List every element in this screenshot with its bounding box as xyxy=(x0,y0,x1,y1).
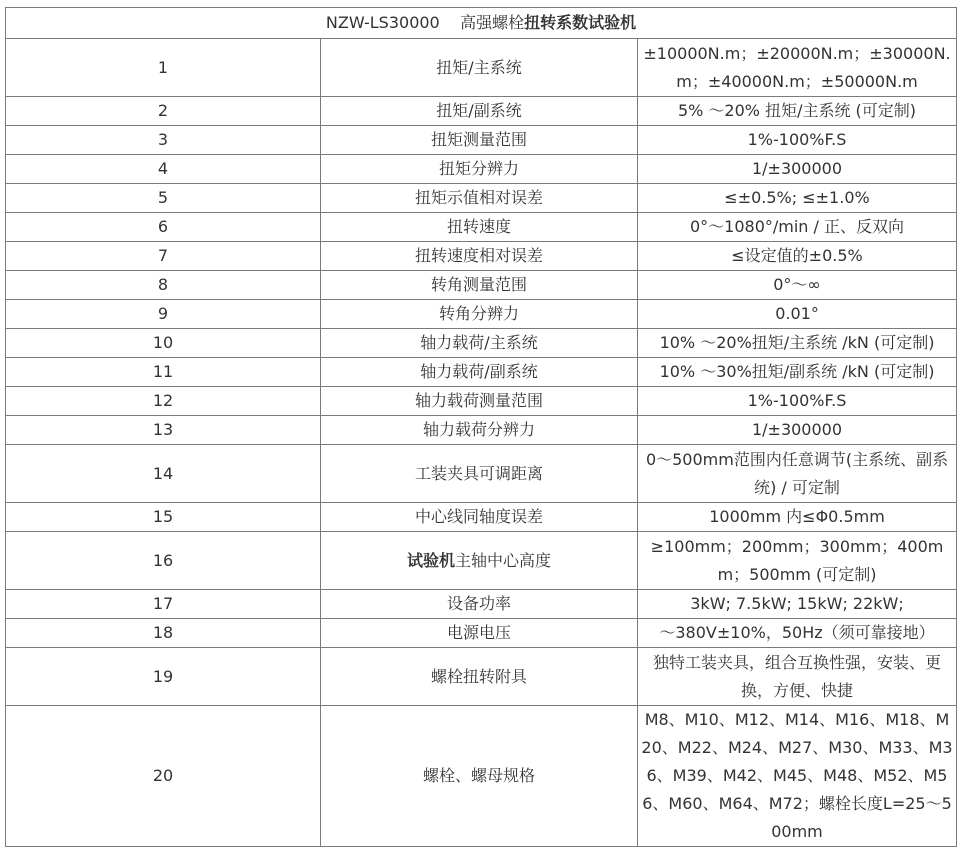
table-row xyxy=(6,445,957,503)
row-item: 电源电压 xyxy=(321,619,638,648)
table-row xyxy=(6,416,957,445)
row-item: 扭矩/主系统 xyxy=(321,39,638,97)
row-value: 1000mm 内≤Φ0.5mm xyxy=(638,503,957,532)
row-item: 螺栓扭转附具 xyxy=(321,648,638,706)
table-title xyxy=(6,8,957,39)
row-value: ≤±0.5%; ≤±1.0% xyxy=(638,184,957,213)
row-value: ～380V±10%，50Hz（须可靠接地） xyxy=(638,619,957,648)
row-item: 扭矩/副系统 xyxy=(321,97,638,126)
row-item: 轴力载荷/主系统 xyxy=(321,329,638,358)
row-item-strong: 试验机 xyxy=(406,550,455,570)
row-item: 螺栓、螺母规格 xyxy=(321,706,638,847)
row-item: 中心线同轴度误差 xyxy=(321,503,638,532)
title-emphasis: 扭转系数试验机 xyxy=(524,13,637,32)
table-row xyxy=(6,39,957,97)
table-row xyxy=(6,271,957,300)
row-item: 设备功率 xyxy=(321,590,638,619)
row-item: 扭矩分辨力 xyxy=(321,155,638,184)
row-value: 1%-100%F.S xyxy=(638,387,957,416)
row-item: 工装夹具可调距离 xyxy=(321,445,638,503)
row-number: 12 xyxy=(6,387,321,416)
row-value: 0°～1080°/min / 正、反双向 xyxy=(638,213,957,242)
row-value: 10% ～30%扭矩/副系统 /kN (可定制) xyxy=(638,358,957,387)
row-value: 0～500mm范围内任意调节(主系统、副系统) / 可定制 xyxy=(638,445,957,503)
table-row xyxy=(6,300,957,329)
row-number: 14 xyxy=(6,445,321,503)
row-item: 转角测量范围 xyxy=(321,271,638,300)
row-number: 2 xyxy=(6,97,321,126)
row-item: 轴力载荷/副系统 xyxy=(321,358,638,387)
table-row xyxy=(6,532,957,590)
row-value: 0.01° xyxy=(638,300,957,329)
row-number: 17 xyxy=(6,590,321,619)
row-value: ≤设定值的±0.5% xyxy=(638,242,957,271)
row-number: 18 xyxy=(6,619,321,648)
row-number: 7 xyxy=(6,242,321,271)
row-item: 轴力载荷分辨力 xyxy=(321,416,638,445)
title-prefix: 高强螺栓 xyxy=(460,13,525,32)
table-row xyxy=(6,358,957,387)
row-value: 0°～∞ xyxy=(638,271,957,300)
table-row xyxy=(6,184,957,213)
table-row xyxy=(6,503,957,532)
row-value: 10% ～20%扭矩/主系统 /kN (可定制) xyxy=(638,329,957,358)
row-value: 1/±300000 xyxy=(638,416,957,445)
table-row xyxy=(6,329,957,358)
title-row xyxy=(6,8,957,39)
row-item: 轴力载荷测量范围 xyxy=(321,387,638,416)
row-item: 扭转速度 xyxy=(321,213,638,242)
row-value: 1/±300000 xyxy=(638,155,957,184)
row-value: ≥100mm；200mm；300mm；400mm；500mm (可定制) xyxy=(638,532,957,590)
row-value: 3kW; 7.5kW; 15kW; 22kW; xyxy=(638,590,957,619)
title-model: NZW-LS30000 xyxy=(325,13,440,32)
table-row xyxy=(6,242,957,271)
table-row xyxy=(6,648,957,706)
table-row xyxy=(6,97,957,126)
row-number: 4 xyxy=(6,155,321,184)
row-value: 1%-100%F.S xyxy=(638,126,957,155)
row-number: 8 xyxy=(6,271,321,300)
row-item-cell xyxy=(321,532,638,590)
row-item: 扭转速度相对误差 xyxy=(321,242,638,271)
row-number: 19 xyxy=(6,648,321,706)
row-number: 16 xyxy=(6,532,321,590)
row-number: 1 xyxy=(6,39,321,97)
spec-table xyxy=(5,7,957,847)
row-number: 10 xyxy=(6,329,321,358)
table-row xyxy=(6,126,957,155)
row-item: 扭矩示值相对误差 xyxy=(321,184,638,213)
table-row xyxy=(6,387,957,416)
row-item: 主轴中心高度 xyxy=(455,550,552,570)
table-row xyxy=(6,619,957,648)
table-row xyxy=(6,706,957,847)
row-number: 20 xyxy=(6,706,321,847)
row-value: ±10000N.m；±20000N.m；±30000N.m；±40000N.m；±50000N.m xyxy=(638,39,957,97)
row-value: M8、M10、M12、M14、M16、M18、M20、M22、M24、M27、M30、M33、M36、M39、M42、M45、M48、M52、M56、M60、M64、M72；螺栓长度L=25～500mm xyxy=(638,706,957,847)
row-number: 5 xyxy=(6,184,321,213)
row-number: 9 xyxy=(6,300,321,329)
row-number: 3 xyxy=(6,126,321,155)
row-item: 转角分辨力 xyxy=(321,300,638,329)
table-row xyxy=(6,155,957,184)
table-row xyxy=(6,213,957,242)
row-number: 13 xyxy=(6,416,321,445)
row-value: 独特工装夹具，组合互换性强，安装、更换，方便、快捷 xyxy=(638,648,957,706)
row-number: 6 xyxy=(6,213,321,242)
row-value: 5% ～20% 扭矩/主系统 (可定制) xyxy=(638,97,957,126)
row-number: 15 xyxy=(6,503,321,532)
row-item: 扭矩测量范围 xyxy=(321,126,638,155)
row-number: 11 xyxy=(6,358,321,387)
table-row xyxy=(6,590,957,619)
